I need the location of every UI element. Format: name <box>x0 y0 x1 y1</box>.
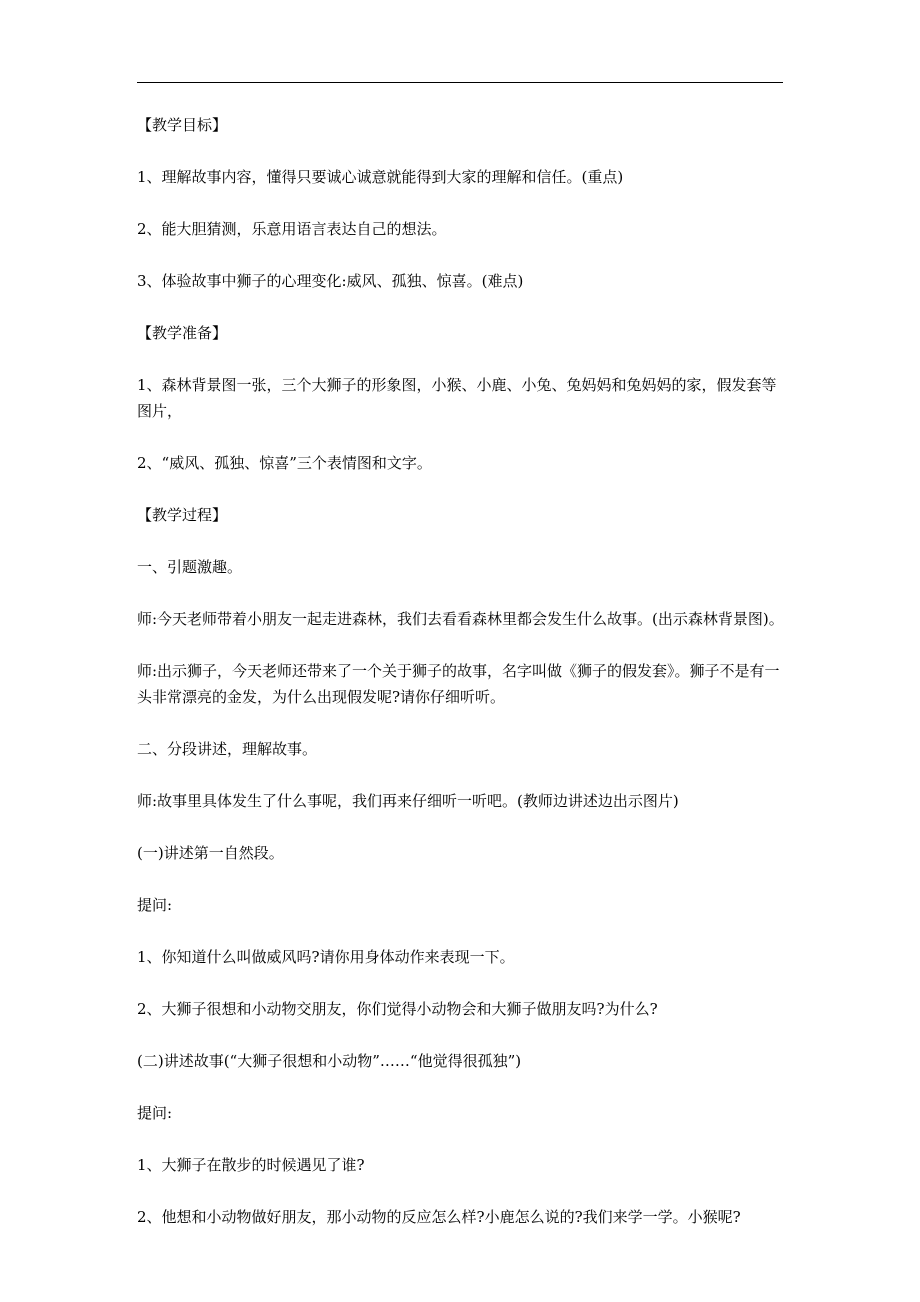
teacher-line-3: 师:故事里具体发生了什么事呢，我们再来仔细听一听吧。(教师边讲述边出示图片) <box>137 792 679 810</box>
heading-teaching-prep: 【教学准备】 <box>137 324 228 342</box>
question-2-1: 1、大狮子在散步的时候遇见了谁? <box>137 1156 365 1174</box>
question-label-1: 提问: <box>137 896 173 914</box>
subsection-2-title: (二)讲述故事(“大狮子很想和小动物”……“他觉得很孤独”) <box>137 1052 522 1070</box>
section-2-title: 二、分段讲述，理解故事。 <box>137 740 318 758</box>
question-1-2: 2、大狮子很想和小动物交朋友，你们觉得小动物会和大狮子做朋友吗?为什么? <box>137 1000 658 1018</box>
header-rule <box>137 82 783 83</box>
goal-item-2: 2、能大胆猜测，乐意用语言表达自己的想法。 <box>137 220 447 238</box>
document-body <box>137 112 785 1256</box>
prep-item-1: 1、森林背景图一张，三个大狮子的形象图，小猴、小鹿、小兔、兔妈妈和兔妈妈的家，假发套等图片， <box>137 376 777 420</box>
prep-item-2: 2、“威风、孤独、惊喜”三个表情图和文字。 <box>137 454 432 472</box>
question-label-2: 提问: <box>137 1104 173 1122</box>
section-1-title: 一、引题激趣。 <box>137 558 243 576</box>
goal-item-3: 3、体验故事中狮子的心理变化:威风、孤独、惊喜。(难点) <box>137 272 524 290</box>
question-2-2: 2、他想和小动物做好朋友，那小动物的反应怎么样?小鹿怎么说的?我们来学一学。小猴呢? <box>137 1208 741 1226</box>
teacher-line-2: 师:出示狮子，今天老师还带来了一个关于狮子的故事，名字叫做《狮子的假发套》。狮子不是有一头非常漂亮的金发，为什么出现假发呢?请你仔细听听。 <box>137 662 780 706</box>
teacher-line-1: 师:今天老师带着小朋友一起走进森林，我们去看看森林里都会发生什么故事。(出示森林背景图)。 <box>137 610 784 628</box>
heading-teaching-goals: 【教学目标】 <box>137 116 228 134</box>
question-1-1: 1、你知道什么叫做威风吗?请你用身体动作来表现一下。 <box>137 948 515 966</box>
heading-teaching-process: 【教学过程】 <box>137 506 228 524</box>
goal-item-1: 1、理解故事内容，懂得只要诚心诚意就能得到大家的理解和信任。(重点) <box>137 168 624 186</box>
subsection-1-title: (一)讲述第一自然段。 <box>137 844 284 862</box>
